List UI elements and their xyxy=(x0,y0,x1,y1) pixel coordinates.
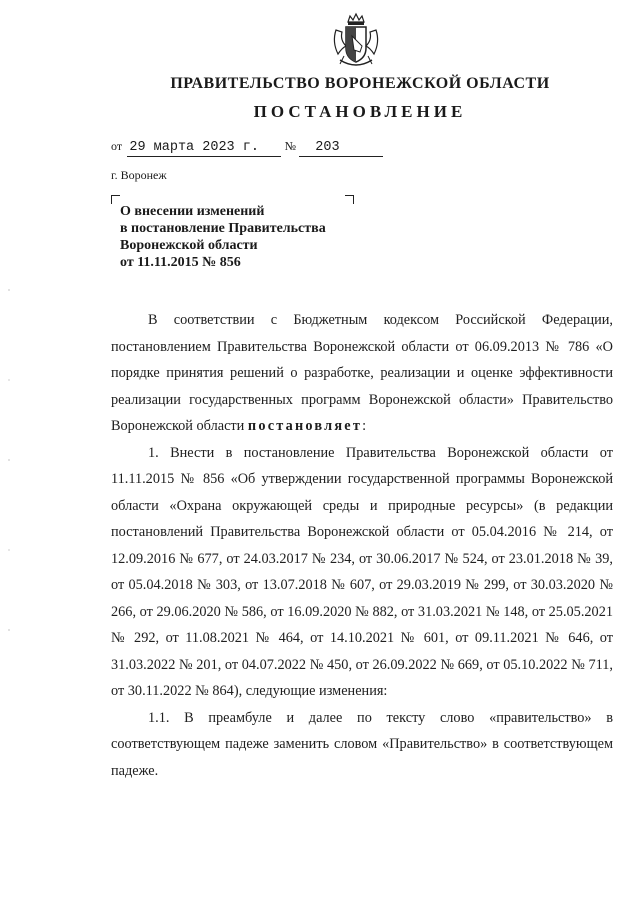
document-date: 29 марта 2023 г. xyxy=(127,140,281,157)
preamble-paragraph xyxy=(111,307,613,440)
document-type-title: ПОСТАНОВЛЕНИЕ xyxy=(253,102,467,121)
subject-line: Воронежской области xyxy=(120,238,258,253)
document-body xyxy=(111,307,613,784)
number-prefix: № xyxy=(284,139,297,153)
resolves-colon: : xyxy=(362,418,367,434)
document-subject xyxy=(120,203,326,271)
date-prefix: от xyxy=(111,139,123,153)
organization-title: ПРАВИТЕЛЬСТВО ВОРОНЕЖСКОЙ ОБЛАСТИ xyxy=(170,75,550,92)
document-number: 203 xyxy=(299,140,383,157)
subject-line: О внесении изменений xyxy=(120,204,265,219)
scan-noise-marks xyxy=(8,250,11,650)
coat-of-arms-icon xyxy=(328,12,384,70)
item-1-1-paragraph: 1.1. В преамбуле и далее по тексту слово «правительство» в соответствующем падеже заменить словом «Правительство» в соответствующем падеже. xyxy=(111,709,613,779)
city-label: г. Воронеж xyxy=(111,168,167,182)
date-number-line xyxy=(111,138,383,157)
subject-line: в постановление Правительства xyxy=(120,221,326,236)
subject-bracket-left xyxy=(111,195,120,204)
subject-bracket-right xyxy=(345,195,354,204)
item-1-paragraph: 1. Внести в постановление Правительства Воронежской области от 11.11.2015 № 856 «Об утверждении государственной программы Воронежской области «Охрана окружающей среды и природные ресурсы» (в редакции постановлений Правительства Воронежской области от 05.04.2016 № 214, от 12.09.2016 № 677, от 24.03.2017 № 234, от 30.06.2017 № 524, от 23.01.2018 № 39, от 05.04.2018 № 303, от 13.07.2018 № 607, от 29.03.2019 № 299, от 30.03.2020 № 266, от 29.06.2020 № 586, от 16.09.2020 № 882, от 31.03.2021 № 148, от 25.05.2021 № 292, от 11.08.2021 № 464, от 14.10.2021 № 601, от 09.11.2021 № 646, от 31.03.2022 № 201, от 04.07.2022 № 450, от 26.09.2022 № 669, от 05.10.2022 № 711, от 30.11.2022 № 864), следующие изменения: xyxy=(111,444,613,699)
resolves-keyword: постановляет xyxy=(247,418,363,434)
subject-line: от 11.11.2015 № 856 xyxy=(120,255,241,270)
preamble-text: В соответствии с Бюджетным кодексом Российской Федерации, постановлением Правительства Воронежской области от 06.09.2013 № 786 «О порядке принятия решений о разработке, реализации и оценке эффективности реализации государственных программ Воронежской области» Правительство Воронежской области xyxy=(111,312,613,434)
